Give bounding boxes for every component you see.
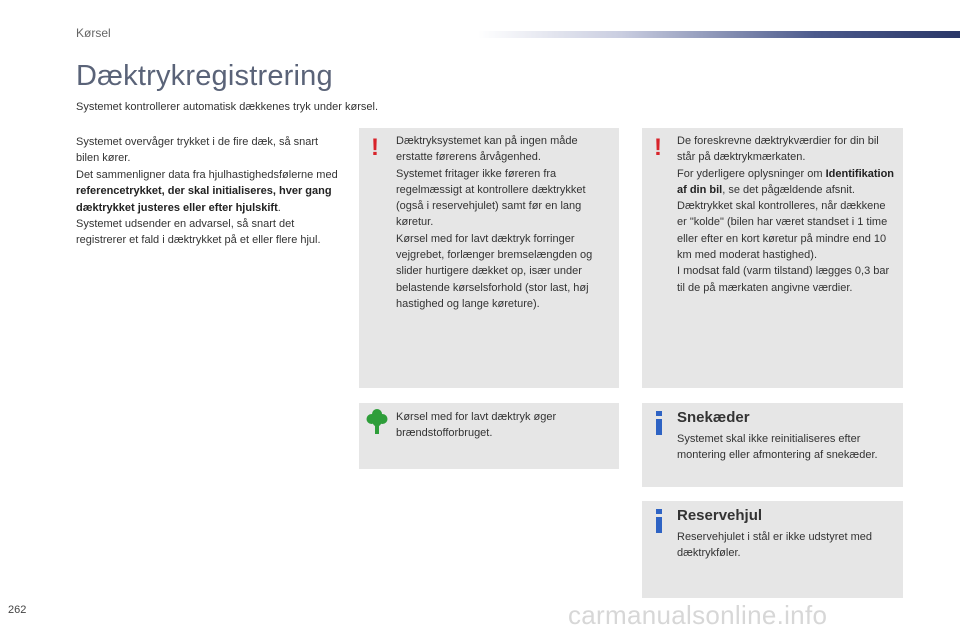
watermark: carmanualsonline.info [568, 600, 828, 630]
warning-2-paragraph-3: Dæktrykket skal kontrolleres, når dækkene er "kolde" (bilen har været standset i 1 time eller efter en kort køretur på mindre end 10 km med moderat hastighed). [677, 200, 888, 262]
info-box-1-text: Systemet skal ikke reinitialiseres efter montering eller afmontering af snekæder. [677, 433, 878, 462]
info-icon [656, 411, 662, 435]
warning-1-paragraph-3: Kørsel med for lavt dæktryk forringer vejgrebet, forlænger bremselængden og slider hurtigere dækket op, især under belastende kørselsforhold (stor last, høj hastighed og lange køreture). [396, 232, 593, 310]
warning-1-paragraph-2: Systemet fritager ikke føreren fra regelmæssigt at kontrollere dæktrykket (også i reservehjulet) samt før en lang køretur. [396, 167, 586, 229]
warning-box-1 [359, 128, 619, 388]
eco-box [359, 403, 619, 469]
warning-2-bold-text: Identifikation af din bil [677, 167, 895, 196]
warning-exclamation-icon: ! [654, 134, 662, 161]
warning-2-paragraph-2 [677, 166, 895, 199]
info-box-2-title: Reservehjul [677, 507, 763, 524]
warning-2-paragraph-4: I modsat fald (varm tilstand) lægges 0,3 bar til de på mærkaten angivne værdier. [677, 265, 890, 294]
warning-2-text-a: For yderligere oplysninger om [677, 167, 826, 180]
intro-text: Systemet kontrollerer automatisk dækkenes tryk under kørsel. [76, 101, 379, 113]
info-icon [656, 509, 662, 533]
left-column [76, 134, 338, 249]
left-paragraph-1a: Systemet overvåger trykket i de fire dæk, så snart bilen kører. [76, 136, 319, 165]
section-label: Kørsel [76, 26, 111, 40]
left-text-1-end: . [277, 201, 281, 214]
eco-box-text: Kørsel med for lavt dæktryk øger brændstofforbruget. [396, 411, 557, 440]
warning-2-text-b: , se det pågældende afsnit. [722, 183, 855, 196]
page-title: Dæktrykregistrering [76, 60, 333, 92]
info-box-1-title: Snekæder [677, 409, 750, 426]
left-paragraph-2: Systemet udsender en advarsel, så snart det registrerer et fald i dæktrykket på et eller flere hjul. [76, 218, 321, 247]
eco-tree-icon [366, 408, 388, 434]
info-box-reservehjul [642, 501, 903, 598]
header-bar [478, 31, 960, 38]
info-box-snekaeder [642, 403, 903, 487]
warning-box-2-text [677, 133, 895, 296]
warning-box-1-text [396, 133, 611, 312]
warning-1-paragraph-1: Dæktryksystemet kan på ingen måde erstatte førerens årvågenhed. [396, 135, 578, 164]
page-number: 262 [8, 604, 27, 616]
left-paragraph-1b [76, 167, 338, 216]
info-box-2-text: Reservehjulet i stål er ikke udstyret med dæktrykføler. [677, 531, 873, 560]
warning-exclamation-icon: ! [371, 134, 379, 161]
left-bold-text: referencetrykket, der skal initialiseres, hver gang dæktrykket justeres eller efter hjulskift [76, 185, 332, 214]
warning-box-2 [642, 128, 903, 388]
warning-2-paragraph-1: De foreskrevne dæktrykværdier for din bil står på dæktrykmærkaten. [677, 135, 879, 164]
left-text-1b: Det sammenligner data fra hjulhastighedsfølerne med [76, 168, 338, 181]
